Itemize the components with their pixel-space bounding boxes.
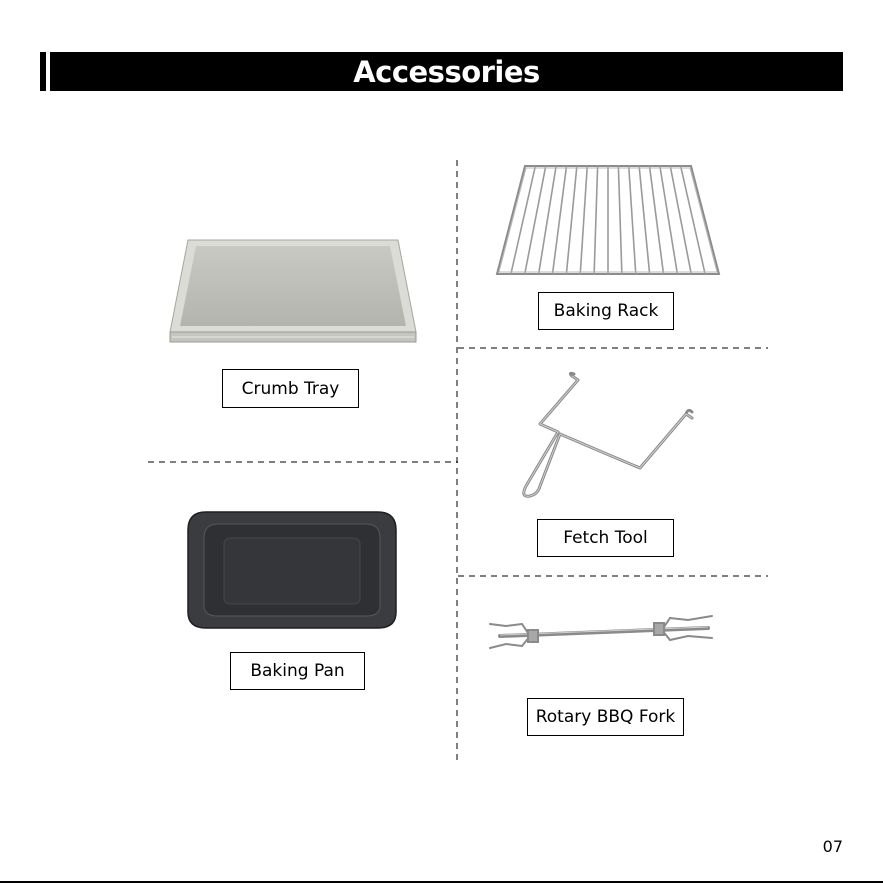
page-title: Accessories [353, 54, 540, 89]
header-accent-bar [40, 52, 46, 91]
page-number: 07 [822, 837, 843, 856]
baking-rack-icon [493, 160, 723, 282]
left-horizontal-divider [148, 460, 458, 464]
rotary-bbq-fork-icon [486, 612, 722, 654]
crumb-tray-label: Crumb Tray [222, 369, 359, 408]
crumb-tray-icon [158, 232, 426, 352]
fetch-tool-icon [512, 370, 702, 502]
baking-rack-label: Baking Rack [538, 292, 674, 330]
baking-pan-icon [184, 508, 400, 632]
section-header [50, 52, 843, 91]
fetch-tool-label: Fetch Tool [537, 519, 674, 557]
right-lower-divider [458, 574, 768, 578]
rotary-bbq-fork-label: Rotary BBQ Fork [527, 698, 684, 736]
right-upper-divider [458, 346, 768, 350]
baking-pan-label: Baking Pan [230, 652, 365, 690]
